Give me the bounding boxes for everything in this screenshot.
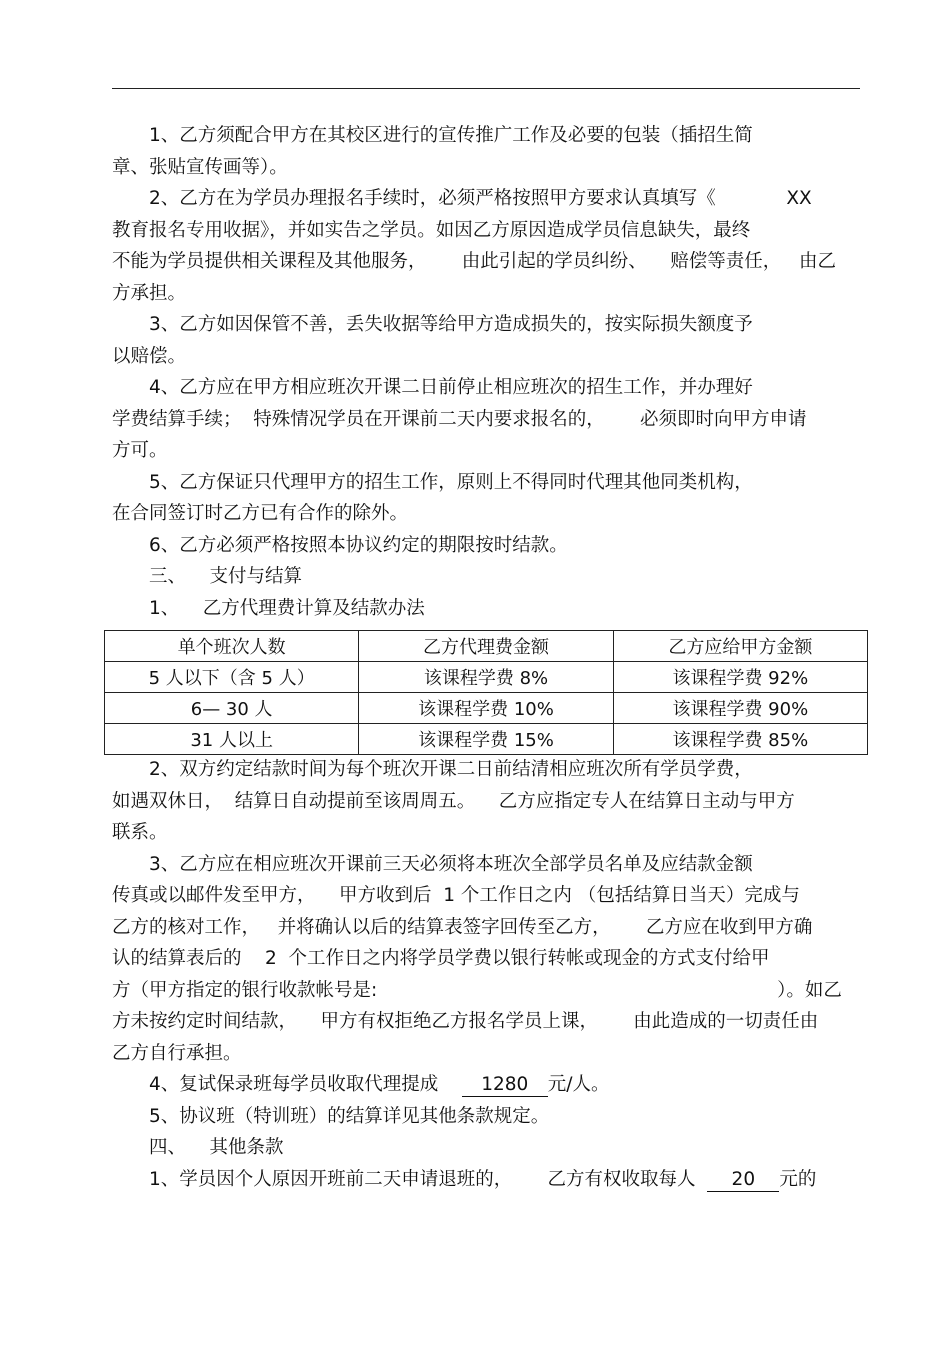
clause-2-line-1: 2、乙方在为学员办理报名手续时，必须严格按照甲方要求认真填写《 XX xyxy=(149,188,812,209)
table-cell: 该课程学费 15% xyxy=(359,724,613,755)
clause-2-line-2: 教育报名专用收据》，并如实告之学员。如因乙方原因造成学员信息缺失，最终 xyxy=(112,219,751,241)
clause-5-line-2: 在合同签订时乙方已有合作的除外。 xyxy=(112,503,409,524)
payment-3-line-3: 乙方的核对工作， 并将确认以后的结算表签字回传至乙方， 乙方应在收到甲方确 xyxy=(112,916,813,938)
clause-2-line-3: 不能为学员提供相关课程及其他服务， 由此引起的学员纠纷、 赔偿等责任， 由乙 xyxy=(112,251,836,272)
payment-3-line-1: 3、乙方应在相应班次开课前三天必须将本班次全部学员名单及应结款金额 xyxy=(149,853,753,875)
payment-3-line-6: 方未按约定时间结款， 甲方有权拒绝乙方报名学员上课， 由此造成的一切责任由 xyxy=(112,1011,819,1032)
payment-2-line-3: 联系。 xyxy=(112,822,168,843)
payment-4 xyxy=(112,1069,862,1101)
clause-6: 6、乙方必须严格按照本协议约定的期限按时结款。 xyxy=(149,534,568,556)
table-header-cell: 乙方应给甲方金额 xyxy=(613,631,867,662)
table-cell: 该课程学费 85% xyxy=(613,724,867,755)
table-header-row xyxy=(105,631,868,662)
table-row xyxy=(105,693,868,724)
payment-3-line-2: 传真或以邮件发至甲方， 甲方收到后 1 个工作日之内 （包括结算日当天）完成与 xyxy=(112,885,800,906)
section-3-title: 三、 支付与结算 xyxy=(149,566,303,587)
other-1-suffix: 元的 xyxy=(779,1168,817,1190)
other-1 xyxy=(112,1164,862,1196)
table-cell: 该课程学费 92% xyxy=(613,662,867,693)
subsection-1-title: 1、 乙方代理费计算及结款办法 xyxy=(149,597,425,619)
clause-3-line-2: 以赔偿。 xyxy=(112,345,187,367)
table-row xyxy=(105,724,868,755)
table-cell: 5 人以下（含 5 人） xyxy=(105,662,359,693)
clause-4-line-2: 学费结算手续； 特殊情况学员在开课前二天内要求报名的， 必须即时向甲方申请 xyxy=(112,408,807,430)
clause-2-line-4: 方承担。 xyxy=(112,282,187,304)
section-4-title: 四、 其他条款 xyxy=(149,1137,284,1158)
agency-fee-table xyxy=(104,630,868,755)
header-rule xyxy=(112,88,860,89)
payment-3-line-5: 方（甲方指定的银行收款帐号是: ）。如乙 xyxy=(112,979,842,1001)
table-cell: 6— 30 人 xyxy=(105,693,359,724)
clause-1-line-2: 章、张贴宣传画等）。 xyxy=(112,156,288,178)
table-cell: 该课程学费 10% xyxy=(359,693,613,724)
payment-5: 5、协议班（特训班）的结算详见其他条款规定。 xyxy=(149,1105,550,1127)
other-1-prefix: 1、学员因个人原因开班前二天申请退班的， 乙方有权收取每人 xyxy=(149,1168,708,1190)
table-cell: 31 人以上 xyxy=(105,724,359,755)
payment-4-suffix: 元/人。 xyxy=(547,1074,610,1095)
clause-1-line-1: 1、乙方须配合甲方在其校区进行的宣传推广工作及必要的包装（插招生简 xyxy=(149,125,753,146)
payment-3-line-7: 乙方自行承担。 xyxy=(112,1042,242,1064)
payment-4-prefix: 4、复试保录班每学员收取代理提成 xyxy=(149,1074,462,1095)
table-header-cell: 单个班次人数 xyxy=(105,631,359,662)
table-header-cell: 乙方代理费金额 xyxy=(359,631,613,662)
table-row xyxy=(105,662,868,693)
payment-2-line-1: 2、双方约定结款时间为每个班次开课二日前结清相应班次所有学员学费， xyxy=(149,759,753,780)
table-cell: 该课程学费 8% xyxy=(359,662,613,693)
table-cell: 该课程学费 90% xyxy=(613,693,867,724)
payment-3-line-4: 认的结算表后的 2 个工作日之内将学员学费以银行转帐或现金的方式支付给甲 xyxy=(112,948,770,969)
clause-5-line-1: 5、乙方保证只代理甲方的招生工作，原则上不得同时代理其他同类机构， xyxy=(149,471,753,493)
commission-amount: 1280 xyxy=(462,1074,548,1097)
clause-4-line-3: 方可。 xyxy=(112,440,168,461)
clause-4-line-1: 4、乙方应在甲方相应班次开课二日前停止相应班次的招生工作，并办理好 xyxy=(149,377,753,398)
payment-2-line-2: 如遇双休日， 结算日自动提前至该周周五。 乙方应指定专人在结算日主动与甲方 xyxy=(112,790,795,812)
refund-fee-amount: 20 xyxy=(707,1169,779,1192)
clause-3-line-1: 3、乙方如因保管不善，丢失收据等给甲方造成损失的，按实际损失额度予 xyxy=(149,314,753,335)
